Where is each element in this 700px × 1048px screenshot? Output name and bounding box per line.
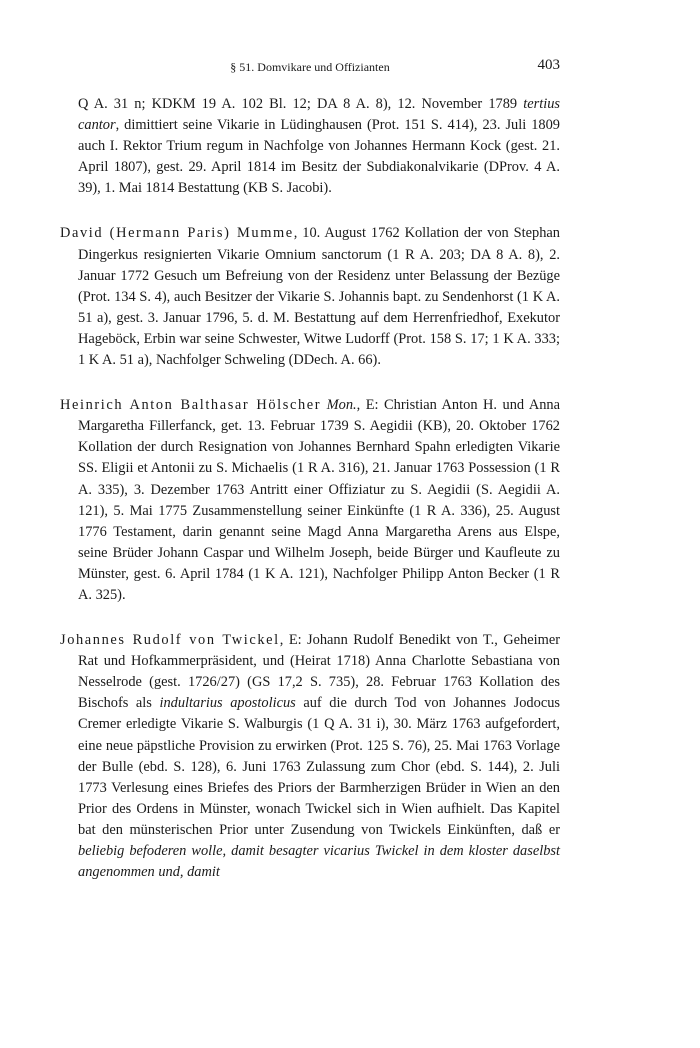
page-body <box>60 94 560 907</box>
entry-text: , E: Johann Rudolf Benedikt von T., Geheimer Rat und Hofkammerpräsident, und (Heirat 1718) Anna Charlotte Sebastiana von Nesselrode (gest. 1726/27) (GS 17,2 S. 735), 28. Februar 1763 Kollation des Bischofs als <box>78 632 560 712</box>
entry-italic-quote: beliebig befoderen wolle, damit besagter vicarius Twickel in dem kloster daselbst angenommen und, damit <box>78 843 560 881</box>
entry-text: , dimittiert seine Vikarie in Lüdinghausen (Prot. 151 S. 414), 23. Juli 1809 auch I. Rektor Trium regum in Nachfolge von Johannes Hermann Kock (gest. 21. April 1807), gest. 29. April 1814 im Besitz der Subdiakonalvikarie (DProv. 4 A. 39), 1. Mai 1814 Bestattung (KB S. Jacobi). <box>78 117 560 197</box>
entry-hoelscher <box>60 395 560 606</box>
entry-italic-term: indultarius apostolicus <box>159 695 296 712</box>
entry-text: , E: Christian Anton H. und Anna Margaretha Fillerfanck, get. 13. Februar 1739 S. Aegidii (KB), 20. Oktober 1762 Kollation der durch Resignation von Johannes Bernhard Spahn erledigten Vikarie SS. Eligii et Antonii zu S. Michaelis (1 R A. 316), 21. Januar 1763 Possession (1 R A. 335), 3. Dezember 1763 Antritt einer Offiziatur zu S. Aegidii (S. Aegidii A. 121), 5. Mai 1775 Zusammenstellung seiner Einkünfte (1 R A. 336), 25. August 1776 Testament, darin genannt seine Magd Anna Margaretha Arens aus Elspe, seine Brüder Johann Caspar und Wilhelm Joseph, beide Bürger und Kaufleute zu Münster, gest. 6. April 1784 (1 K A. 121), Nachfolger Philipp Anton Becker (1 R A. 325). <box>78 397 560 603</box>
entry-name: Heinrich Anton Balthasar Hölscher <box>60 397 322 414</box>
entry-italic-term: Mon. <box>326 397 357 414</box>
page-header <box>60 57 560 79</box>
entry-text: auf die durch Tod von Johannes Jodocus Cremer erledigte Vikarie S. Walburgis (1 Q A. 31 i), 30. März 1763 aufgefordert, eine neue päpstliche Provision zu erwirken (Prot. 125 S. 76), 25. Mai 1763 Vorlage der Bulle (ebd. S. 128), 6. Juni 1763 Zulassung zum Chor (ebd. S. 144), 2. Juli 1773 Verlesung eines Briefes des Priors der Barmherzigen Brüder in Wien an den Prior des Ordens in Münster, wonach Twickel sich in Wien aufhielt. Das Kapitel bat den münsterischen Prior unter Zusendung von Twickels Einkünften, daß er <box>78 695 561 838</box>
entry-text: , 10. August 1762 Kollation der von Stephan Dingerkus resignierten Vikarie Omnium sanctorum (1 R A. 203; DA 8 A. 8), 2. Januar 1772 Gesuch um Befreiung von der Residenz unter Belassung der Bezüge (Prot. 134 S. 4), auch Besitzer der Vikarie S. Johannis bapt. zu Sendenhorst (1 K A. 51 a), gest. 3. Januar 1796, 5. d. M. Bestattung auf dem Herrenfriedhof, Exekutor Hageböck, Erbin war seine Schwester, Witwe Ludorff (Prot. 158 S. 17; 1 K A. 333; 1 K A. 51 a), Nachfolger Schweling (DDech. A. 66). <box>78 225 560 369</box>
entry-text: Q A. 31 n; KDKM 19 A. 102 Bl. 12; DA 8 A. 8), 12. November 1789 <box>78 96 524 112</box>
running-head: § 51. Domvikare und Offizianten <box>230 60 390 74</box>
entry-twickel <box>60 630 560 883</box>
entry-continuation <box>60 94 560 199</box>
entry-name: David (Hermann Paris) Mumme <box>60 225 294 242</box>
page-number: 403 <box>537 57 560 73</box>
entry-italic-term: tertius cantor <box>78 96 560 134</box>
entry-name: Johannes Rudolf von Twickel <box>60 632 280 649</box>
entry-mumme <box>60 223 560 371</box>
